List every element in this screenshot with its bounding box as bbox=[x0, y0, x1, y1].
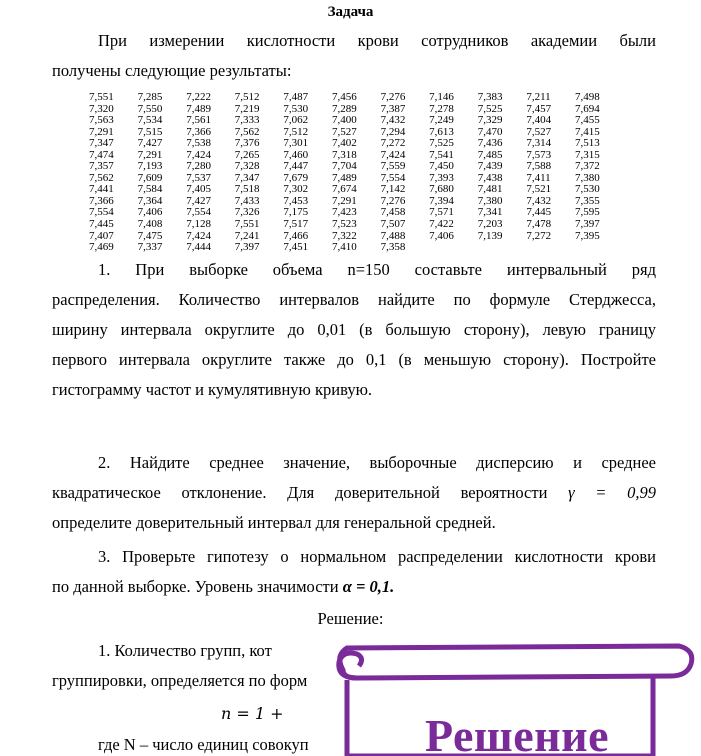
table-cell: 7,525 bbox=[477, 102, 503, 115]
table-cell: 7,380 bbox=[574, 171, 600, 184]
table-cell bbox=[478, 242, 527, 254]
table-cell: 7,372 bbox=[574, 160, 600, 173]
table-cell: 7,512 bbox=[234, 91, 260, 103]
table-cell: 7,527 bbox=[331, 125, 357, 138]
table-cell: 7,498 bbox=[574, 91, 600, 103]
table-cell: 7,294 bbox=[380, 125, 406, 138]
table-cell: 7,538 bbox=[186, 137, 211, 150]
table-cell: 7,515 bbox=[137, 125, 163, 138]
table-cell: 7,680 bbox=[429, 183, 454, 196]
table-cell: 7,530 bbox=[574, 183, 600, 196]
table-cell: 7,291 bbox=[89, 125, 114, 138]
task-3-line-2 bbox=[52, 572, 656, 602]
table-cell: 7,326 bbox=[234, 206, 260, 219]
table-cell: 7,550 bbox=[137, 102, 163, 115]
table-cell: 7,329 bbox=[477, 114, 503, 127]
table-cell: 7,364 bbox=[137, 194, 163, 207]
table-cell: 7,302 bbox=[283, 183, 309, 196]
table-cell: 7,341 bbox=[477, 206, 503, 219]
table-cell: 7,513 bbox=[574, 137, 600, 150]
table-cell: 7,537 bbox=[186, 171, 211, 184]
table-cell: 7,406 bbox=[137, 206, 163, 219]
table-cell: 7,276 bbox=[380, 91, 406, 103]
table-cell: 7,704 bbox=[331, 160, 357, 173]
table-cell: 7,222 bbox=[186, 91, 211, 103]
table-cell: 7,427 bbox=[186, 194, 211, 207]
table-cell: 7,406 bbox=[429, 229, 454, 242]
table-row bbox=[89, 242, 624, 254]
intro-paragraph bbox=[52, 26, 656, 86]
task-1-paragraph bbox=[52, 255, 656, 405]
table-cell: 7,525 bbox=[429, 137, 454, 150]
table-cell bbox=[429, 242, 478, 254]
task-1-line-3: ширину интервала округлите до 0,01 (в большую сторону), левую границу bbox=[52, 320, 656, 339]
badge-label: Решение bbox=[424, 710, 610, 756]
table-cell: 7,320 bbox=[89, 102, 114, 115]
table-cell: 7,394 bbox=[429, 194, 454, 207]
task-2-line-2 bbox=[52, 478, 656, 508]
table-cell: 7,424 bbox=[380, 148, 406, 161]
table-cell: 7,674 bbox=[331, 183, 357, 196]
table-cell: 7,415 bbox=[574, 125, 600, 138]
table-cell: 7,285 bbox=[137, 91, 163, 103]
table-cell: 7,347 bbox=[234, 171, 260, 184]
table-cell: 7,458 bbox=[380, 206, 406, 219]
table-cell: 7,573 bbox=[526, 148, 552, 161]
measurements-table bbox=[89, 92, 624, 254]
table-cell: 7,487 bbox=[283, 91, 309, 103]
table-cell: 7,474 bbox=[89, 148, 114, 161]
table-cell: 7,241 bbox=[234, 229, 260, 242]
table-cell: 7,450 bbox=[429, 160, 454, 173]
table-cell: 7,554 bbox=[380, 171, 406, 184]
table-cell: 7,432 bbox=[380, 114, 406, 127]
table-cell: 7,280 bbox=[186, 160, 211, 173]
table-cell: 7,175 bbox=[283, 206, 309, 219]
table-cell: 7,562 bbox=[234, 125, 260, 138]
task-1-line-2: распределения. Количество интервалов найдите по формуле Стерджесса, bbox=[52, 290, 656, 309]
table-cell: 7,410 bbox=[331, 241, 357, 254]
table-cell: 7,512 bbox=[283, 125, 309, 138]
table-cell: 7,397 bbox=[234, 241, 260, 254]
table-cell: 7,289 bbox=[331, 102, 357, 115]
table-cell: 7,562 bbox=[89, 171, 114, 184]
table-cell: 7,408 bbox=[137, 218, 163, 231]
solution-line-4 bbox=[98, 730, 338, 756]
table-cell: 7,397 bbox=[574, 218, 600, 231]
table-cell: 7,318 bbox=[331, 148, 357, 161]
table-cell: 7,427 bbox=[137, 137, 163, 150]
table-cell: 7,527 bbox=[526, 125, 552, 138]
table-cell: 7,488 bbox=[380, 229, 406, 242]
table-cell: 7,444 bbox=[186, 241, 211, 254]
table-cell: 7,347 bbox=[89, 137, 114, 150]
table-cell: 7,609 bbox=[137, 171, 163, 184]
table-cell: 7,485 bbox=[477, 148, 503, 161]
task-2-line-2-text: квадратическое отклонение. Для доверительной вероятности bbox=[52, 483, 548, 502]
table-cell: 7,062 bbox=[283, 114, 309, 127]
table-cell: 7,584 bbox=[137, 183, 163, 196]
table-cell: 7,219 bbox=[234, 102, 260, 115]
table-cell: 7,328 bbox=[234, 160, 260, 173]
table-cell: 7,470 bbox=[477, 125, 503, 138]
task-2-paragraph bbox=[52, 448, 656, 538]
table-cell: 7,469 bbox=[89, 241, 114, 254]
table-cell: 7,561 bbox=[186, 114, 211, 127]
table-cell: 7,559 bbox=[380, 160, 406, 173]
table-cell: 7,146 bbox=[429, 91, 454, 103]
table-cell: 7,393 bbox=[429, 171, 454, 184]
table-cell: 7,301 bbox=[283, 137, 309, 150]
task-3-paragraph bbox=[52, 542, 656, 602]
table-cell: 7,291 bbox=[331, 194, 357, 207]
table-cell: 7,439 bbox=[477, 160, 503, 173]
table-cell: 7,518 bbox=[234, 183, 260, 196]
table-cell: 7,366 bbox=[89, 194, 114, 207]
table-cell: 7,571 bbox=[429, 206, 454, 219]
confidence-formula: γ = 0,99 bbox=[568, 483, 657, 502]
table-cell: 7,554 bbox=[89, 206, 114, 219]
table-cell: 7,203 bbox=[477, 218, 503, 231]
solution-line-4-text: где N – число единиц совокуп bbox=[98, 735, 309, 754]
table-cell: 7,366 bbox=[186, 125, 211, 138]
table-cell: 7,432 bbox=[526, 194, 552, 207]
table-cell: 7,460 bbox=[283, 148, 309, 161]
solution-line-2: группировки, определяется по форм bbox=[52, 671, 308, 690]
table-cell: 7,355 bbox=[574, 194, 600, 207]
table-cell: 7,211 bbox=[526, 91, 551, 103]
task-1-line-4: первого интервала округлите также до 0,1 (в меньшую сторону). Постройте bbox=[52, 350, 656, 369]
table-cell: 7,333 bbox=[234, 114, 260, 127]
table-cell: 7,441 bbox=[89, 183, 114, 196]
table-cell: 7,523 bbox=[331, 218, 357, 231]
table-cell: 7,694 bbox=[574, 102, 600, 115]
table-cell: 7,679 bbox=[283, 171, 309, 184]
table-cell: 7,436 bbox=[477, 137, 503, 150]
table-cell: 7,541 bbox=[429, 148, 454, 161]
table-cell: 7,139 bbox=[477, 229, 503, 242]
table-cell: 7,517 bbox=[283, 218, 309, 231]
table-cell: 7,315 bbox=[574, 148, 600, 161]
table-cell: 7,411 bbox=[526, 171, 551, 184]
table-cell bbox=[526, 242, 575, 254]
table-cell: 7,128 bbox=[186, 218, 211, 231]
page-title: Задача bbox=[327, 4, 374, 20]
table-cell: 7,265 bbox=[234, 148, 260, 161]
table-cell: 7,456 bbox=[331, 91, 357, 103]
table-cell: 7,551 bbox=[89, 91, 114, 103]
solution-badge[interactable] bbox=[333, 636, 701, 756]
task-2-line-1: 2. Найдите среднее значение, выборочные дисперсию и среднее bbox=[98, 453, 656, 472]
table-cell: 7,445 bbox=[89, 218, 114, 231]
solution-heading: Решение: bbox=[317, 609, 384, 628]
table-cell bbox=[575, 242, 624, 254]
table-row bbox=[89, 92, 624, 104]
table-cell: 7,521 bbox=[526, 183, 552, 196]
table-row bbox=[89, 115, 624, 127]
task-3-line-2-text: по данной выборке. Уровень значимости bbox=[52, 577, 339, 596]
sturges-formula: n = 1 + bbox=[221, 704, 284, 723]
table-cell: 7,451 bbox=[283, 241, 309, 254]
table-cell: 7,400 bbox=[331, 114, 357, 127]
intro-line-2: получены следующие результаты: bbox=[52, 61, 292, 80]
table-cell: 7,595 bbox=[574, 206, 600, 219]
table-cell: 7,423 bbox=[331, 206, 357, 219]
table-cell: 7,481 bbox=[477, 183, 503, 196]
table-cell: 7,314 bbox=[526, 137, 552, 150]
table-cell: 7,272 bbox=[380, 137, 406, 150]
table-cell: 7,534 bbox=[137, 114, 163, 127]
table-row bbox=[89, 219, 624, 231]
table-cell: 7,322 bbox=[331, 229, 357, 242]
table-cell: 7,453 bbox=[283, 194, 309, 207]
table-cell: 7,447 bbox=[283, 160, 309, 173]
table-cell: 7,193 bbox=[137, 160, 163, 173]
table-cell: 7,249 bbox=[429, 114, 454, 127]
table-cell: 7,276 bbox=[380, 194, 406, 207]
table-cell: 7,563 bbox=[89, 114, 114, 127]
table-cell: 7,422 bbox=[429, 218, 454, 231]
significance-formula: α = 0,1. bbox=[342, 577, 395, 596]
task-3-line-1: 3. Проверьте гипотезу о нормальном распределении кислотности крови bbox=[98, 547, 656, 566]
table-cell: 7,478 bbox=[526, 218, 552, 231]
table-row bbox=[89, 138, 624, 150]
table-cell: 7,291 bbox=[137, 148, 163, 161]
table-cell: 7,554 bbox=[186, 206, 211, 219]
table-cell: 7,402 bbox=[331, 137, 357, 150]
table-cell: 7,278 bbox=[429, 102, 454, 115]
solution-paragraph bbox=[52, 636, 342, 696]
table-cell: 7,438 bbox=[477, 171, 503, 184]
table-cell: 7,358 bbox=[380, 241, 406, 254]
table-cell: 7,376 bbox=[234, 137, 260, 150]
table-cell: 7,489 bbox=[331, 171, 357, 184]
task-1-line-5: гистограмму частот и кумулятивную кривую. bbox=[52, 380, 373, 399]
table-cell: 7,395 bbox=[574, 229, 600, 242]
table-cell: 7,383 bbox=[477, 91, 503, 103]
table-cell: 7,405 bbox=[186, 183, 211, 196]
table-cell: 7,530 bbox=[283, 102, 309, 115]
table-cell: 7,551 bbox=[234, 218, 260, 231]
table-cell: 7,588 bbox=[526, 160, 552, 173]
table-cell: 7,455 bbox=[574, 114, 600, 127]
table-cell: 7,424 bbox=[186, 148, 211, 161]
table-cell: 7,457 bbox=[526, 102, 552, 115]
table-cell: 7,433 bbox=[234, 194, 260, 207]
task-1-line-1: 1. При выборке объема n=150 составьте интервальный ряд bbox=[98, 260, 656, 279]
table-cell: 7,272 bbox=[526, 229, 552, 242]
table-cell: 7,380 bbox=[477, 194, 503, 207]
intro-line-1: При измерении кислотности крови сотрудников академии были bbox=[98, 31, 656, 50]
table-cell: 7,337 bbox=[137, 241, 163, 254]
table-cell: 7,387 bbox=[380, 102, 406, 115]
table-cell: 7,357 bbox=[89, 160, 114, 173]
solution-line-1: 1. Количество групп, кот bbox=[98, 641, 272, 660]
table-cell: 7,475 bbox=[137, 229, 163, 242]
table-cell: 7,404 bbox=[526, 114, 552, 127]
table-cell: 7,466 bbox=[283, 229, 309, 242]
table-cell: 7,142 bbox=[380, 183, 406, 196]
table-cell: 7,445 bbox=[526, 206, 552, 219]
table-cell: 7,407 bbox=[89, 229, 114, 242]
table-cell: 7,489 bbox=[186, 102, 211, 115]
table-cell: 7,613 bbox=[429, 125, 454, 138]
table-cell: 7,507 bbox=[380, 218, 406, 231]
task-2-line-3: определите доверительный интервал для генеральной средней. bbox=[52, 513, 496, 532]
table-cell: 7,424 bbox=[186, 229, 211, 242]
